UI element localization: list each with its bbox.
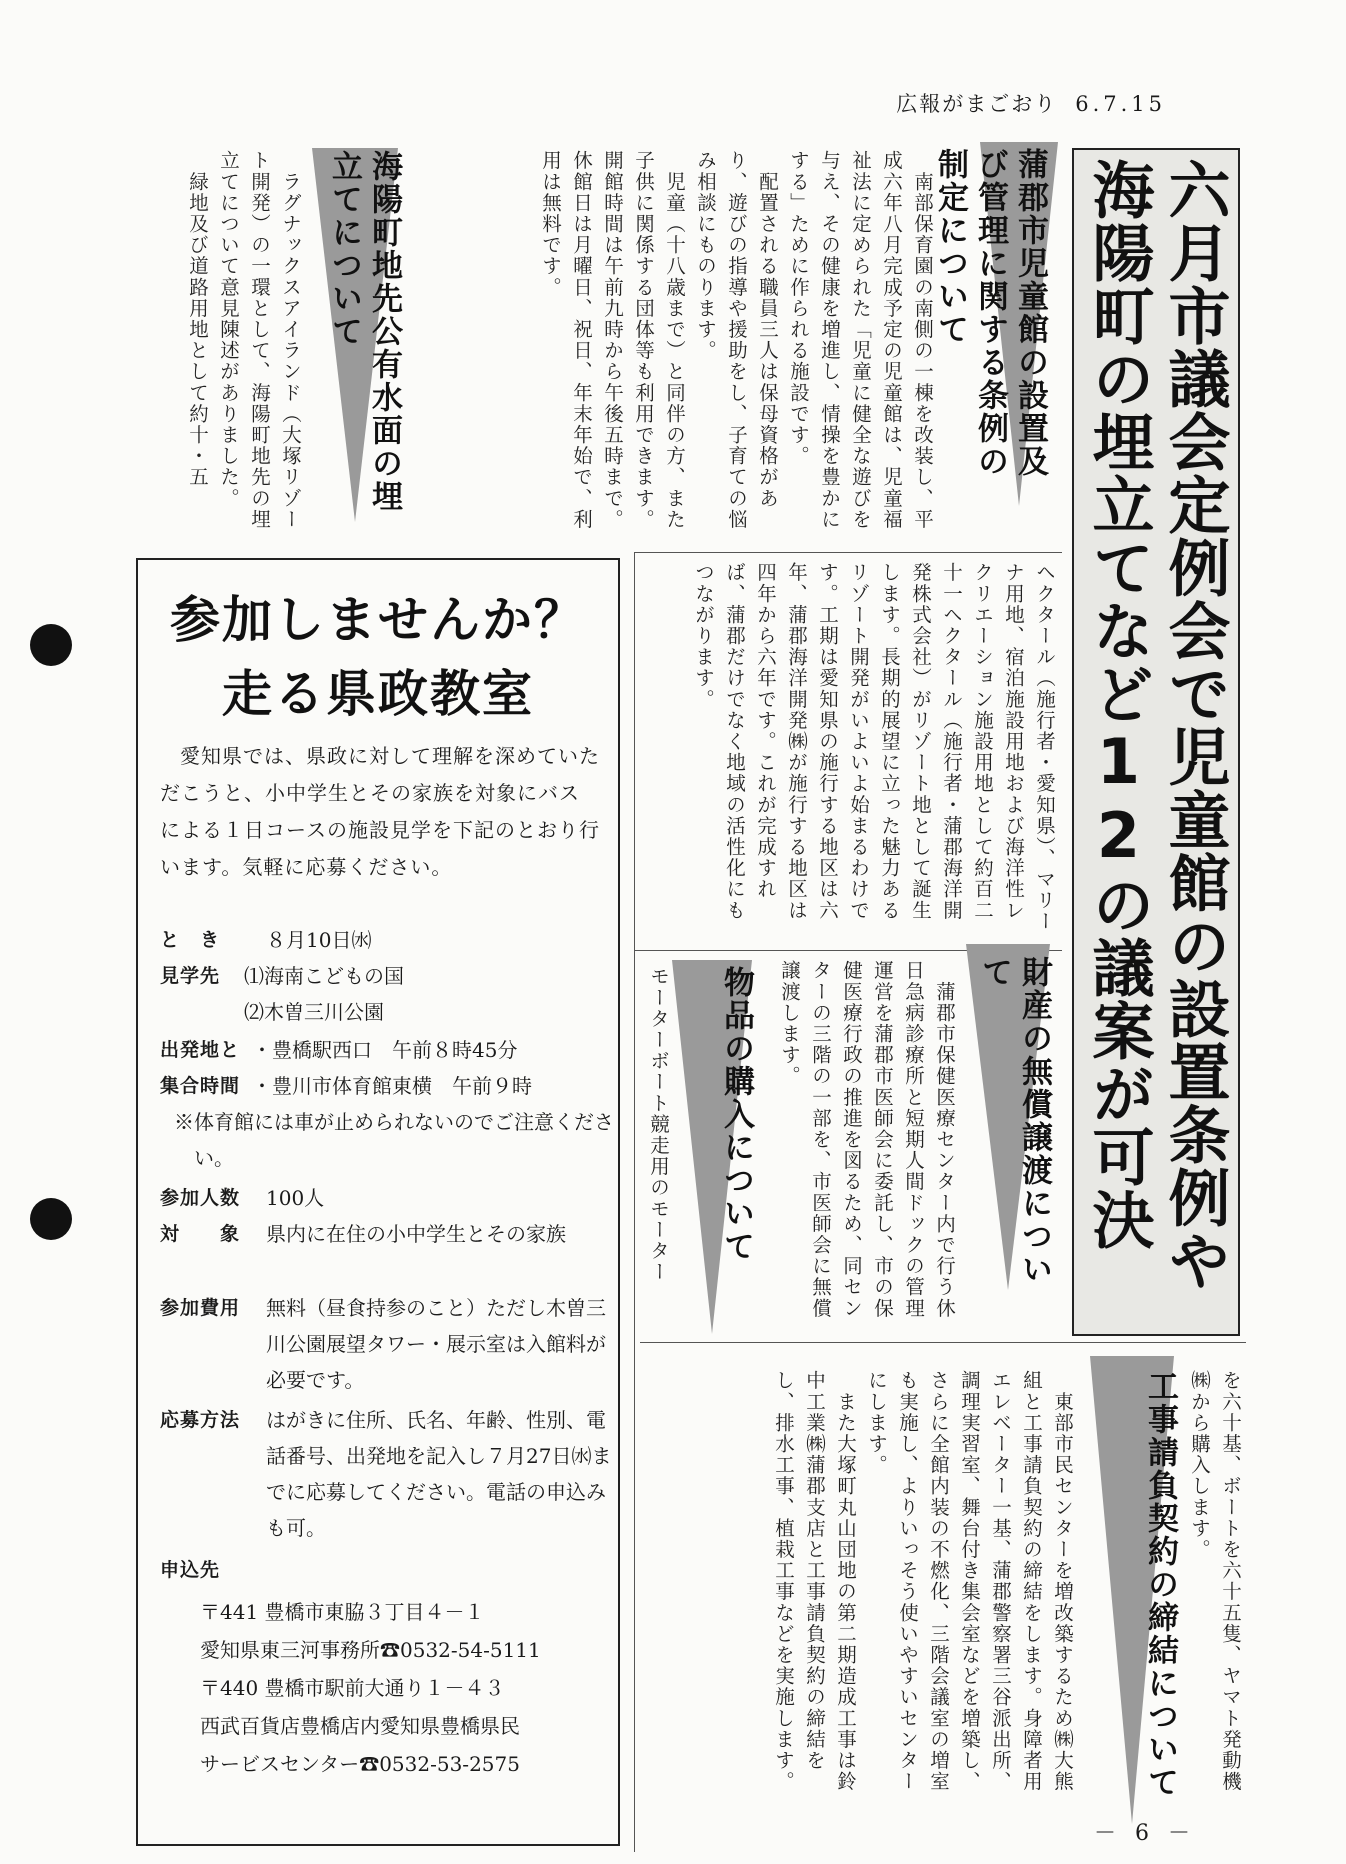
event-title-line2: 走る県政教室 xyxy=(222,665,534,723)
event-meet-note: ※体育館には車が止められないのでご注意ください。 xyxy=(174,1110,614,1170)
event-visit-2: ⑵木曽三川公園 xyxy=(244,1000,384,1024)
event-date-value: ８月10日㈬ xyxy=(266,928,372,952)
event-contact-3: 〒440 豊橋市駅前大通り１－４３ xyxy=(200,1676,505,1700)
event-visit-1: ⑴海南こどもの国 xyxy=(244,964,404,988)
event-apply-label: 応募方法 xyxy=(160,1409,241,1431)
childrens-hall-p3: 児童（十八歳まで）と同伴の方、また子供に関係する団体等も利用できます。開館時間は午前九時から午後五時まで。休館日は月曜日、祝日、年末年始で、利用は無料です。 xyxy=(539,150,686,530)
event-fee-label: 参加費用 xyxy=(160,1297,241,1319)
event-date-label: と き xyxy=(160,929,221,951)
construction-heading: 工事請負契約の締結について xyxy=(1142,1370,1178,1799)
event-title-line1: 参加しませんか？ xyxy=(170,591,586,649)
childrens-hall-heading: 蒲郡市児童館の設置及び管理に関する条例の制定について xyxy=(932,148,1048,478)
main-title-box xyxy=(1072,148,1240,1336)
event-target-value: 県内に在住の小中学生とその家族 xyxy=(266,1222,566,1246)
event-fee-value: 無料（昼食持参のこと）ただし木曽三川公園展望タワー・展示室は入館料が必要です。 xyxy=(266,1296,606,1392)
event-contact-label: 申込先 xyxy=(160,1559,221,1581)
event-count-value: 100人 xyxy=(266,1186,325,1210)
reclamation-body-bottom: ヘクタール（施行者・愛知県）、マリーナ用地、宿泊施設用地および海洋性レクリエーション施設用地として約百二十一ヘクタール（施行者・蒲郡海洋開発株式会社）がリゾート地として誕生します。長期的展望に立った魅力あるリゾート開発がいよいよ始まるわけです。工期は愛知県の施行する地区は六年、蒲郡海洋開発㈱が施行する地区は四年から六年です。これが完成すれば、蒲郡だけでなく地域の活性化にもつながります。 xyxy=(692,562,1056,933)
purchase-body: モーターボート競走用のモーター xyxy=(647,966,670,1283)
childrens-hall-body xyxy=(539,150,938,542)
publication-header xyxy=(896,88,1166,118)
construction-body: 東部市民センターを増改築するため㈱大熊組と工事請負契約の締結をします。身障者用エレベーター一基、蒲郡警察署三谷派出所、調理実習室、舞台付き集会室などを増築し、さらに全館内装の不燃化、三階会議室の増室も実施し、よりいっそう使いやすいセンターにします。 また大塚町丸山団地の第二期造成工事は鈴中工業㈱蒲郡支店と工事請負契約の締結をし、排水工事、植栽工事などを実施します。 xyxy=(772,1370,1074,1792)
event-depart-label: 出発地と xyxy=(160,1039,241,1061)
event-box xyxy=(136,558,620,1846)
publication-date: 6.7.15 xyxy=(1075,92,1166,116)
event-depart-value: ・豊橋駅西口 午前８時45分 xyxy=(252,1038,518,1062)
childrens-hall-p2: 配置される職員三人は保母資格があり、遊びの指導や援助をし、子育ての悩み相談にものります。 xyxy=(694,150,779,530)
main-title: 六月市議会定例会で児童館の設置条例や海陽町の埋立てなど12の議案が可決 xyxy=(1082,158,1231,1292)
reclamation-heading: 海陽町地先公有水面の埋立てについて xyxy=(326,150,402,513)
property-body: 蒲郡市保健医療センター内で行う休日急病診療所と短期人間ドックの管理運営を蒲郡市医師会に委託し、市の保健医療行政の推進を図るため、同センターの三階の一部を、市医師会に無償譲渡します。 xyxy=(778,960,956,1319)
event-visit-label: 見学先 xyxy=(160,965,221,987)
event-meet-value: ・豊川市体育館東横 午前９時 xyxy=(252,1074,532,1098)
event-count-label: 参加人数 xyxy=(160,1187,241,1209)
column-rule xyxy=(634,552,635,1852)
divider xyxy=(634,552,1062,553)
binder-hole-icon xyxy=(30,624,72,666)
event-contact-4: 西武百貨店豊橋店内愛知県豊橋県民 xyxy=(200,1714,520,1738)
event-target-label: 対 象 xyxy=(160,1223,241,1245)
event-intro: 愛知県では、県政に対して理解を深めていただこうと、小中学生とその家族を対象にバスによる１日コースの施設見学を下記のとおり行います。気軽に応募ください。 xyxy=(160,744,600,879)
event-contact-1: 〒441 豊橋市東脇３丁目４－１ xyxy=(200,1600,485,1624)
childrens-hall-p1: 南部保育園の南側の一棟を改装し、平成六年八月完成予定の児童館は、児童福祉法に定められた「児童に健全な遊びを与え、その健康を増進し、情操を豊かにする」ために作られる施設です。 xyxy=(787,150,934,530)
reclamation-body-top: ラグナックスアイランド（大塚リゾート開発）の一環として、海陽町地先の埋立てについて意見陳述がありました。 緑地及び道路用地として約十・五 xyxy=(186,150,302,530)
property-heading: 財産の無償譲渡について xyxy=(976,956,1052,1286)
binder-hole-icon xyxy=(30,1198,72,1240)
event-contact-2: 愛知県東三河事務所☎0532-54-5111 xyxy=(200,1638,541,1662)
event-meet-label: 集合時間 xyxy=(160,1075,241,1097)
event-contact-5: サービスセンター☎0532-53-2575 xyxy=(200,1752,520,1776)
purchase-heading: 物品の購入について xyxy=(718,966,754,1263)
event-apply-value: はがきに住所、氏名、年齢、性別、電話番号、出発地を記入し７月27日㈬までに応募してください。電話の申込みも可。 xyxy=(266,1408,612,1540)
page-number: － 6 － xyxy=(1094,1821,1196,1846)
publication-name: 広報がまごおり xyxy=(896,92,1058,116)
divider xyxy=(640,1342,1246,1343)
purchase-body-continued: を六十基、ボートを六十五隻、ヤマト発動機㈱から購入します。 xyxy=(1188,1370,1242,1792)
